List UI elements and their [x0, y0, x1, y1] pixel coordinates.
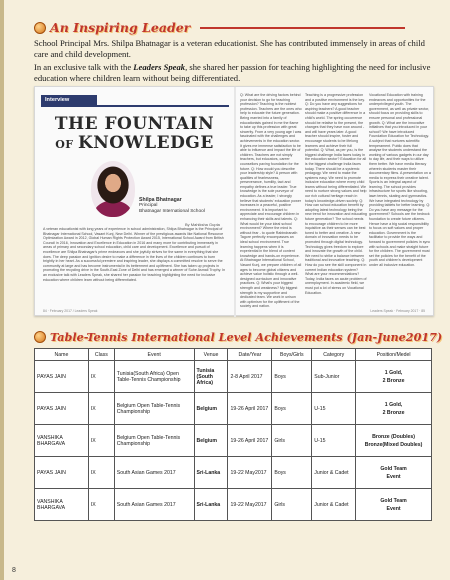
- section-header-inspiring-leader: [34, 20, 405, 35]
- header-date: Date/Year: [228, 349, 272, 361]
- table-row: [35, 489, 432, 521]
- cell-name: VANSHIKA BHARGAVA: [35, 425, 89, 457]
- cell-venue: [194, 361, 228, 393]
- header-venue: Venue: [194, 349, 228, 361]
- portrait-caption: [139, 197, 205, 215]
- intro-paragraph-1: School Principal Mrs. Shilpa Bhatnagar is a veteran educationist. She has contributed immensely in areas of child care and child development.: [34, 38, 425, 59]
- cell-category: Sub-Junior: [312, 361, 356, 393]
- page-number: 8: [12, 567, 16, 574]
- magazine-spread-image: [34, 86, 434, 316]
- cell-name: PAYAS JAIN: [35, 361, 89, 393]
- caption-name: Shilpa Bhatnagar: [139, 197, 182, 203]
- position-line-2: 2 Bronze: [382, 377, 405, 384]
- spread-footer-left: 84 · February 2017 / Leaders Speak: [43, 309, 98, 313]
- article-column-3: Vocational Education with training endeavors and opportunities for the underprivileged youth. The government, as well as private sector, should focus on providing skills to ensure personal and professional growth. Q: What are the innovative initiatives that you introduced in your school? We have introduced Foundation Education for Technology. A subject that nurtures scientific temperament. Public does that analyse the students understand the working of various gadgets in our day to day life, and their ways to utilize them better. We have media literacy wherein students master their documentary films. A presentation on a media to express their creative talent. Sports is an integral aspect of learning. The school provides infrastructure for sports like shooting, lawn tennis, skating and gymnastics. We have integrated technology by providing tablets for better learning. Q: Do you have any message for the government? Schools are the bedrock foundation to create future citizens. Hence have a big social responsibility to focus on soft values and proper education. Government is the facilitator to provide the ways and forward to government policies in sync with schools and make straight future for the children. The government must set the policies for the benefit of the youth and children's development under all inclusive education.: [369, 93, 431, 267]
- position-line-1: 1 Gold,: [384, 369, 403, 376]
- section-header-achievements: [34, 330, 442, 344]
- caption-school: Bhatnagar International School: [139, 209, 205, 214]
- article-intro-text: A veteran educationist with long years of experience in school administration, Shilpa Bhatnagar is the Principal of Bhatnagar International School, Vasant Kunj, New Delhi. Winner of the prestigious awards like National Resource Optimization Award in 2012, Global Human Rights Protection Award 2015, International School Award from British Council in 2016, Innovation and Excellence in Education in 2016 and many more for contributing immensely in areas of primary and secondary school education, child care and development. Excellence and pursuit of excellence are Shilpa Bhatnagar's prime endeavors and she joyfully strives for the same in everything that she does. The deep passion and ignition desire to make a difference in the lives of the children continues to burn brightly in her heart. As a successful premiere and inspiring leader, she displays a committed resolve to serve the community at large and has become instrumental in its betterment and upliftment. She has taken up projects in promoting the recycling drive in the South-East Zone of Delhi and has emerged a winner of Suhe Asmali Trophy. In an exclusive talk with Leaders Speak, she shared her passion for teaching highlighting the need for inclusive education where children learn without being differentiated.: [43, 227, 226, 282]
- cell-class: IX: [88, 457, 114, 489]
- intro-paragraph-2: [34, 62, 434, 84]
- orange-bullet-icon: [34, 22, 46, 34]
- intro-p2-start: In an exclusive talk with the: [34, 62, 134, 72]
- article-column-2: Teaching is a progressive profession and a positive environment is the key. Q: Do you have any suggestions for aspiring teachers? A good teacher should make a positive difference in a child's world. The spring occurrence should be relative to the present, the changes that they have now around - and will have years later. A good teacher should inspire, foster and encourage students to be lifelong learners and achieve their full potential. Q: What, as per you, is the biggest challenge India faces today in the education sector? Education for all is the biggest challenge India faces today. There should be a systemic pedagogy. We need to make the systems easy. We need to promote inclusive education where every child learns without being differentiated. We need to nurture strong values and help our rich cultural heritage reach in today's knowledge-driven society. Q: How can school education benefit by adopting latest technology being the new trend for innovation and educating future generation? The school needs to encourage children to be more inquisitive as their senses can be best tuned to better and creative. A new domain of innovation needs to be promoted through digital technology. Technology gives freedom to explore and innovate the growth of the child. We need to strike a balance between traditional and innovative teaching. Q: How do you see the skill component in current Indian education system? What are your recommendations? Today, India faces an acute problem of unemployment. In academic field, we must put a lot of stress on Vocational Education.: [305, 93, 367, 295]
- cell-event: Belgium Open Table-Tennis Championship: [114, 425, 194, 457]
- position-line-1: Gold Team: [380, 465, 407, 472]
- cell-position: [356, 361, 432, 393]
- cell-venue: Belgium: [194, 425, 228, 457]
- cell-position: [356, 457, 432, 489]
- tag-underline: [41, 105, 229, 107]
- headline-line-2: [35, 134, 234, 154]
- position-line-2: Bronze(Mixed Doubles): [364, 441, 423, 448]
- spread-footer-right: Leaders Speak · February 2017 · 85: [370, 309, 425, 313]
- cell-name: PAYAS JAIN: [35, 457, 89, 489]
- intro-p2-end: , she shared her passion for teaching highlighting the need for inclusive education where children learn without being differentiated.: [34, 62, 431, 83]
- article-byline: By Mahiksha Gupta: [185, 222, 220, 227]
- cell-boys-girls: Boys: [272, 361, 312, 393]
- cell-class: IX: [88, 489, 114, 521]
- magazine-name: Leaders Speak: [133, 62, 186, 72]
- table-row: [35, 425, 432, 457]
- header-category: Category: [312, 349, 356, 361]
- cell-position: [356, 393, 432, 425]
- article-column-1: Q: What are the driving factors behind your decision to go for teaching profession? Teaching is the noblest profession. Teachers are the ones who help to educate the future generation. Being married into a family of educationists gained in me the flame to take up this profession with great sincerity. From a very young age I was fascinated with the challenges and achievements in the education sector. It gives me immense satisfaction to be able to influence and impact the life of children. Teachers are not simply teachers, but educators, career counsellors paving foundation for the future. Q: How would you describe your leadership style? A person with qualities of fearlessness, perseverance, humility, tact and empathy defines a true leader. True knowledge is the sole purveyor of education. As a leader, I strongly believe that students' education power increases in a peaceful, positive environment. It is important to appreciate and encourage children in enhancing their skills and talents. Q: What would be your ideal school environment? Where the mind is without fear - to quote Rabindranath Tagore perfectly encompasses an ideal school environment. True learning happens when it is experiential in the blend of content knowledge and hands-on experience. At Bhatnagar International School, Vasant Kunj, we prepare children of all ages to become global citizens and achieve value holistic through a well-designed curriculum and innovative practices. Q: What's your biggest strength and weakness? My biggest strength is my supportive and dedicated team. We work in unison with optimism for the upliftment of the society and nation.: [240, 93, 302, 309]
- headline-of: OF: [55, 138, 78, 151]
- position-line-2: 2 Bronze: [382, 409, 405, 416]
- cell-event: South Asian Games 2017: [114, 457, 194, 489]
- cell-position: [356, 425, 432, 457]
- position-line-2: Event: [386, 505, 401, 512]
- cell-name: VANSHIKA BHARGAVA: [35, 489, 89, 521]
- cell-class: IX: [88, 393, 114, 425]
- cell-event: Belgium Open Table-Tennis Championship: [114, 393, 194, 425]
- principal-portrait: [91, 161, 135, 217]
- position-line-2: Event: [386, 473, 401, 480]
- header-boys-girls: Boys/Girls: [272, 349, 312, 361]
- cell-venue: Sri-Lanka: [194, 489, 228, 521]
- position-line-1: Bronze (Doubles): [372, 433, 416, 440]
- section-title: An Inspiring Leader: [50, 20, 191, 35]
- cell-venue: Sri-Lanka: [194, 457, 228, 489]
- cell-date: 19-22 May2017: [228, 457, 272, 489]
- cell-category: U-15: [312, 425, 356, 457]
- cell-date: 19-26 April 2017: [228, 425, 272, 457]
- header-position: Position/Medel: [356, 349, 432, 361]
- spread-spine: [234, 87, 236, 317]
- cell-date: 19-22 May2017: [228, 489, 272, 521]
- header-class: Class: [88, 349, 114, 361]
- table-header-row: [35, 349, 432, 361]
- cell-class: IX: [88, 361, 114, 393]
- position-line-1: 1 Gold,: [384, 401, 403, 408]
- cell-class: IX: [88, 425, 114, 457]
- cell-date: 2-8 April 2017: [228, 361, 272, 393]
- table-row: [35, 457, 432, 489]
- cell-category: Junior & Cadet: [312, 457, 356, 489]
- article-headline: [35, 115, 234, 154]
- orange-bullet-icon: [34, 331, 46, 343]
- cell-event: South Asian Games 2017: [114, 489, 194, 521]
- table-row: [35, 393, 432, 425]
- intro-text: [34, 38, 434, 86]
- title-underline: [200, 27, 405, 29]
- position-line-1: Gold Team: [380, 497, 407, 504]
- cell-boys-girls: Boys: [272, 393, 312, 425]
- header-event: Event: [114, 349, 194, 361]
- caption-role: Principal: [139, 203, 158, 208]
- venue-line-1: Tunisia: [196, 367, 215, 374]
- cell-boys-girls: Boys: [272, 457, 312, 489]
- interview-tag: Interview: [41, 95, 97, 105]
- cell-name: PAYAS JAIN: [35, 393, 89, 425]
- cell-venue: Belgium: [194, 393, 228, 425]
- table-row: [35, 361, 432, 393]
- cell-position: [356, 489, 432, 521]
- headline-knowledge: KNOWLEDGE: [77, 133, 214, 153]
- achievements-table: [34, 348, 432, 521]
- headline-line-1: THE FOUNTAIN: [54, 114, 215, 134]
- cell-category: U-15: [312, 393, 356, 425]
- section-title: Table-Tennis International Level Achievements (Jan-June2017): [50, 330, 443, 344]
- cell-boys-girls: Girls: [272, 489, 312, 521]
- cell-date: 19-26 April 2017: [228, 393, 272, 425]
- venue-line-2: (South Africa): [196, 373, 213, 386]
- header-name: Name: [35, 349, 89, 361]
- cell-boys-girls: Girls: [272, 425, 312, 457]
- cell-event: Tunisia(South Africa) Open Table-Tennis Championship: [114, 361, 194, 393]
- cell-category: Junior & Cadet: [312, 489, 356, 521]
